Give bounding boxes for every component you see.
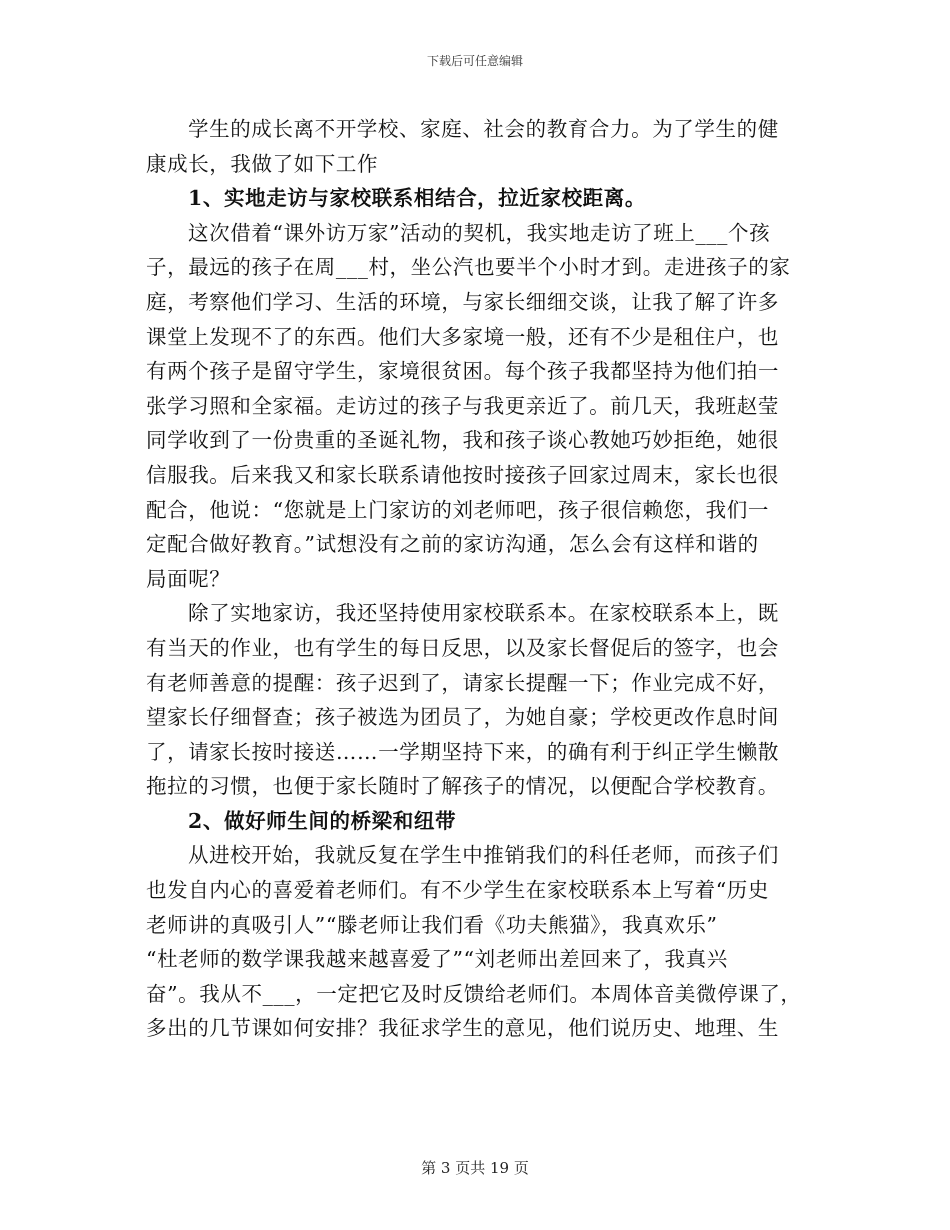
- text-line: 从进校开始，我就反复在学生中推销我们的科任老师，而孩子们: [188, 843, 779, 868]
- text-line: 多出的几节课如何安排？我征求学生的意见，他们说历史、地理、生: [146, 1016, 779, 1041]
- text-line: 张学习照和全家福。走访过的孩子与我更亲近了。前几天，我班赵莹: [146, 393, 779, 418]
- document-body: [146, 112, 802, 1046]
- text-line: “杜老师的数学课我越来越喜爱了”“刘老师出差回来了，我真兴: [146, 947, 728, 972]
- text-line: 也发自内心的喜爱着老师们。有不少学生在家校联系本上写着“历史: [146, 878, 769, 903]
- text-line: 有老师善意的提醒：孩子迟到了，请家长提醒一下；作业完成不好，: [146, 670, 779, 695]
- page-footer-number: 第 3 页共 19 页: [421, 1159, 529, 1177]
- page-header-note: 下载后可任意编辑: [426, 54, 523, 68]
- text-line: 有两个孩子是留守学生，家境很贫困。每个孩子我都坚持为他们拍一: [146, 359, 779, 384]
- text-line: 了，请家长按时接送……一学期坚持下来，的确有利于纠正学生懒散: [146, 739, 779, 764]
- text-line: 奋”。我从不___，一定把它及时反馈给老师们。本周体音美微停课了，: [146, 981, 802, 1006]
- text-line: 配合，他说：“您就是上门家访的刘老师吧，孩子很信赖您，我们一: [146, 497, 769, 522]
- text-line: 信服我。后来我又和家长联系请他按时接孩子回家过周末，家长也很: [146, 462, 779, 487]
- text-line: 这次借着“课外访万家”活动的契机，我实地走访了班上___个孩: [188, 220, 771, 245]
- text-line: 课堂上发现不了的东西。他们大多家境一般，还有不少是租住户，也: [146, 324, 779, 349]
- text-line: 庭，考察他们学习、生活的环境，与家长细细交谈，让我了解了许多: [146, 289, 779, 314]
- text-line: 康成长，我做了如下工作: [146, 151, 379, 176]
- text-line: 老师讲的真吸引人”“滕老师让我们看《功夫熊猫》，我真欢乐”: [146, 912, 718, 937]
- text-line: 望家长仔细督查；孩子被选为团员了，为她自豪；学校更改作息时间: [146, 705, 779, 730]
- text-line: 有当天的作业，也有学生的每日反思，以及家长督促后的签字，也会: [146, 635, 779, 660]
- text-line: 拖拉的习惯，也便于家长随时了解孩子的情况，以便配合学校教育。: [146, 774, 779, 799]
- text-line: 局面呢？: [146, 566, 231, 591]
- section-heading-line: 2、做好师生间的桥梁和纽带: [188, 808, 457, 833]
- text-line: 同学收到了一份贵重的圣诞礼物，我和孩子谈心教她巧妙拒绝，她很: [146, 428, 779, 453]
- text-line: 子，最远的孩子在周___村，坐公汽也要半个小时才到。走进孩子的家: [146, 255, 791, 280]
- section-heading-line: 1、实地走访与家校联系相结合，拉近家校距离。: [188, 186, 646, 211]
- text-line: 除了实地家访，我还坚持使用家校联系本。在家校联系本上，既: [188, 601, 779, 626]
- text-line: 定配合做好教育。”试想没有之前的家访沟通，怎么会有这样和谐的: [146, 532, 759, 557]
- text-line: 学生的成长离不开学校、家庭、社会的教育合力。为了学生的健: [188, 117, 779, 141]
